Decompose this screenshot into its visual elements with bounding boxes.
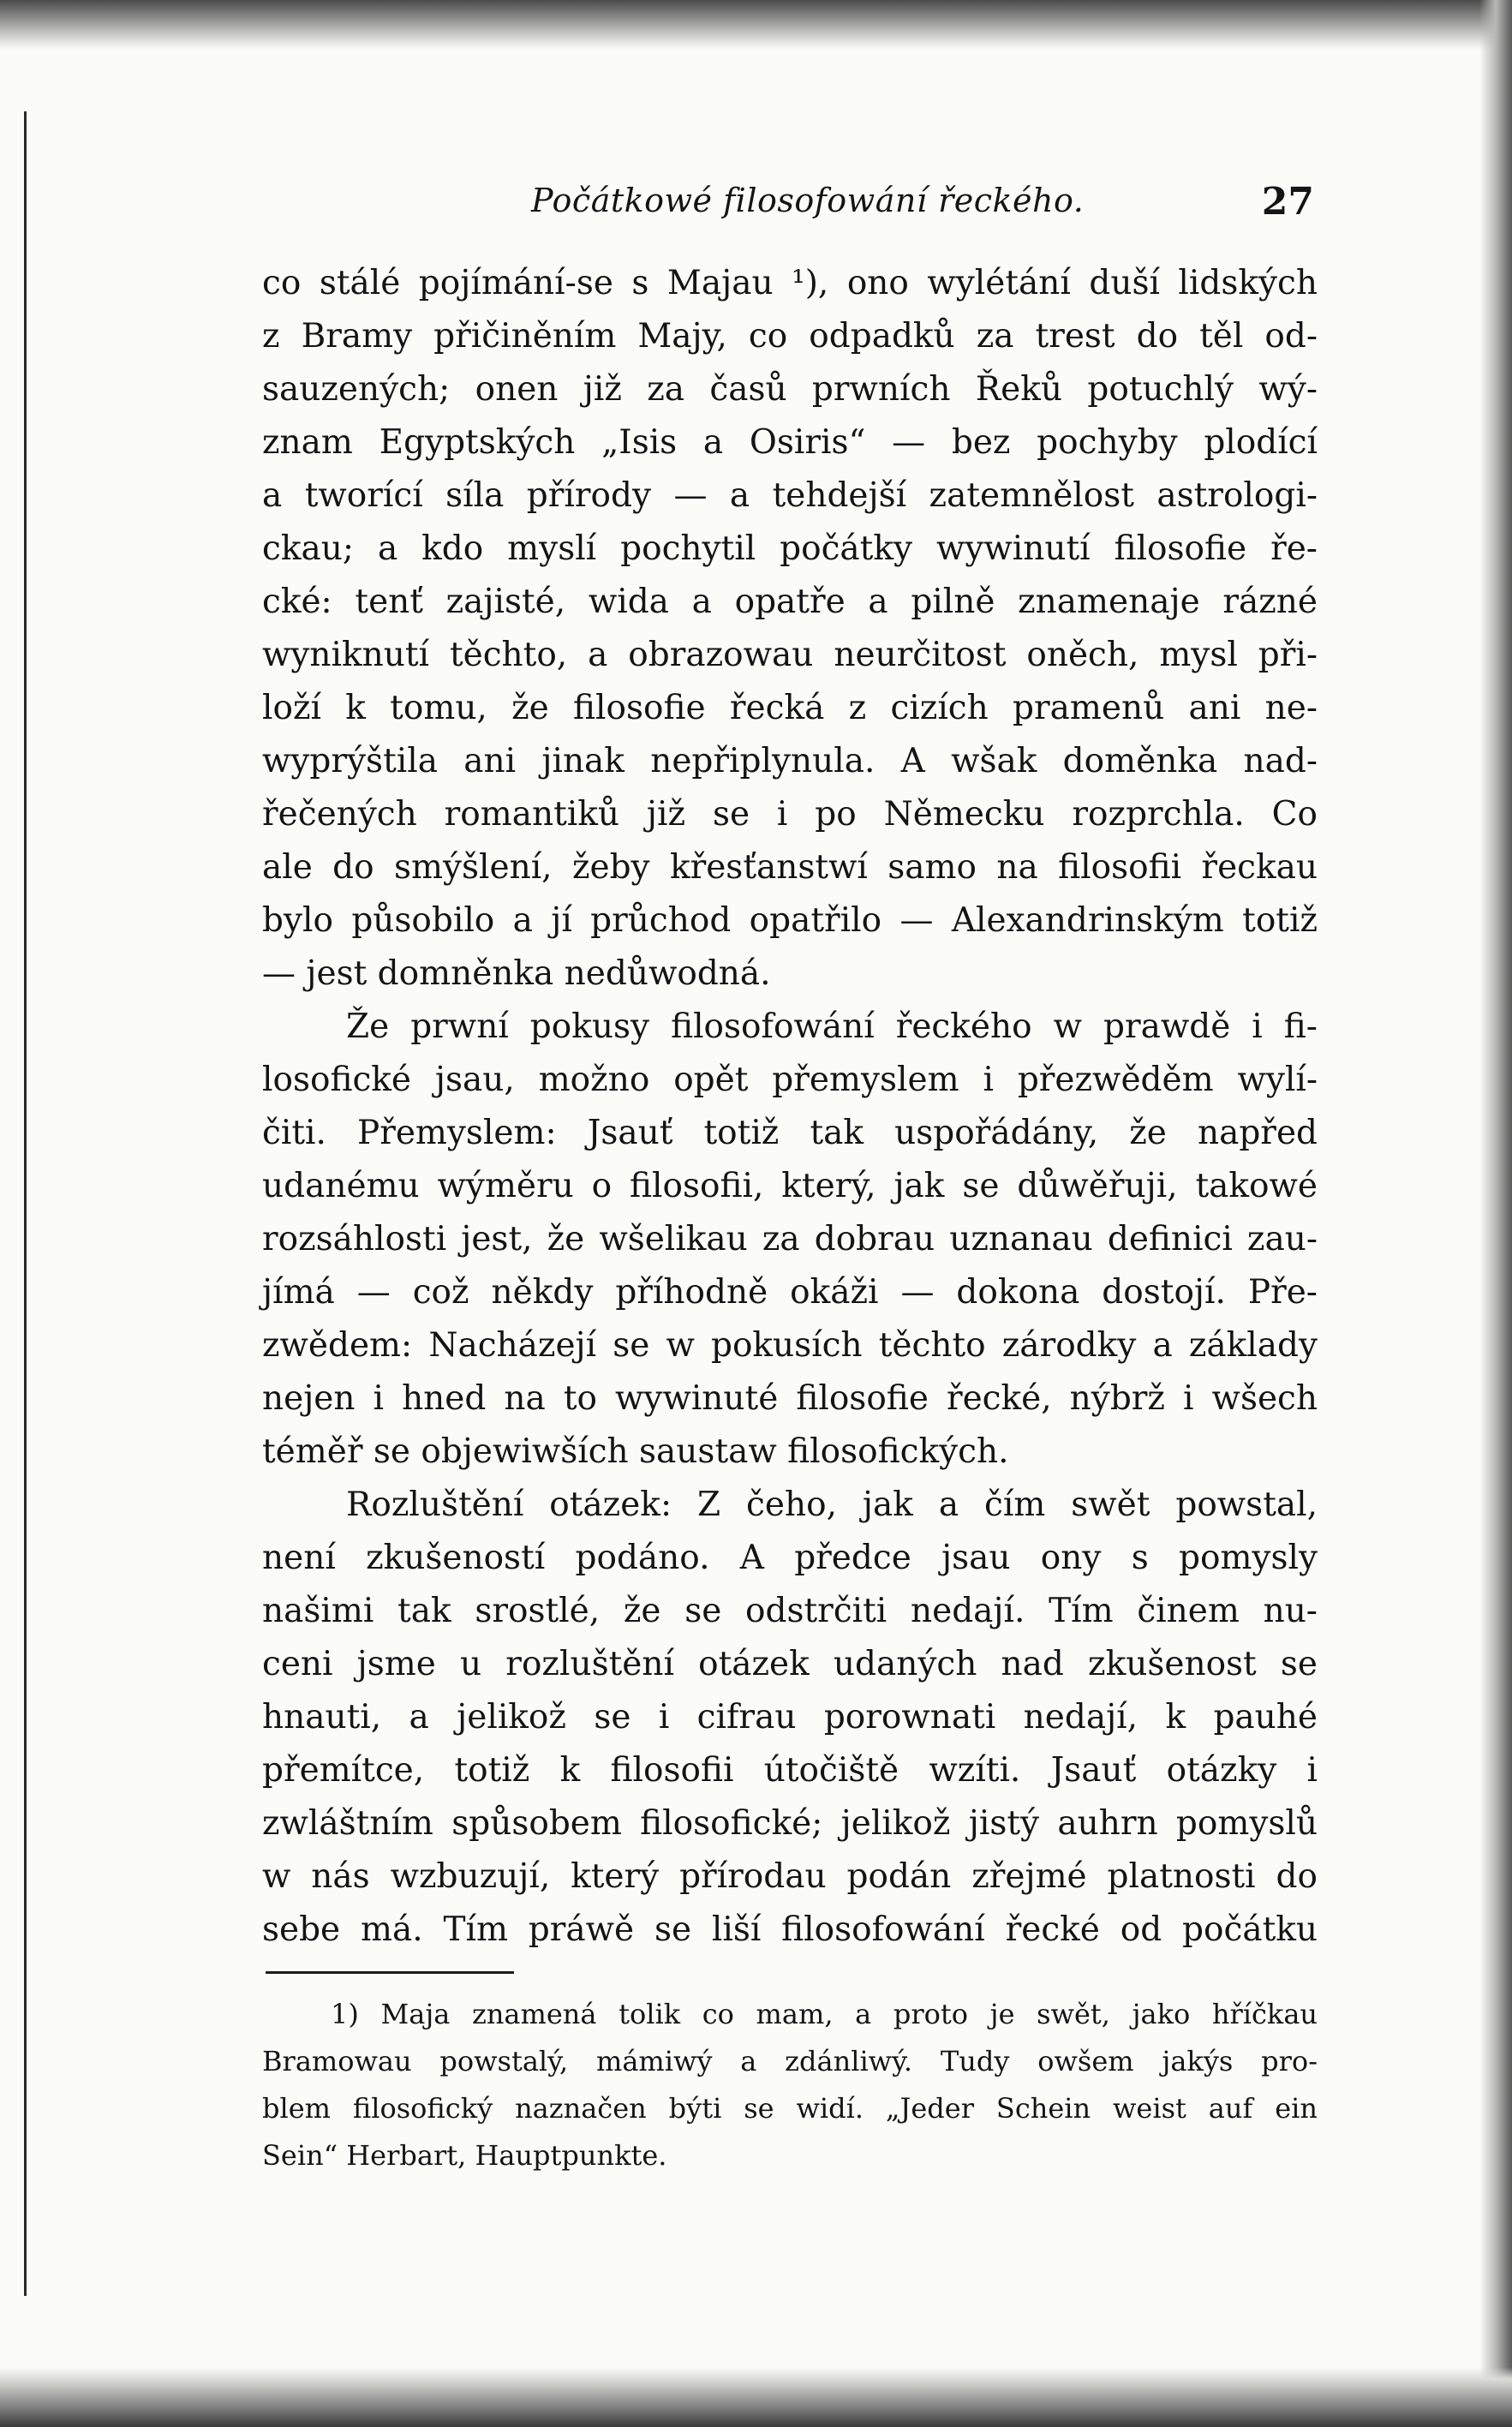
footnote-line: blem filosofický naznačen býti se widí. „Jeder Schein weist auf ein: [262, 2092, 1318, 2125]
scan-top-edge: [0, 0, 1512, 50]
scan-left-binding-line: [24, 111, 27, 2296]
text-line: čiti. Přemyslem: Jsauť totiž tak uspořádány, že napřed: [262, 1114, 1318, 1152]
text-line: co stálé pojímání-se s Majau ¹), ono wylétání duší lidských: [262, 264, 1318, 302]
text-line: udanému wýměru o filosofii, který, jak se důwěřuji, takowé: [262, 1167, 1318, 1205]
text-line: téměř se objewiwších saustaw filosofických.: [262, 1432, 1009, 1471]
text-line: řečených romantiků již se i po Německu rozprchla. Co: [262, 795, 1318, 834]
footnote-line: 1) Maja znamená tolik co mam, a proto je swět, jako hříčkau: [331, 1998, 1318, 2030]
scan-right-edge: [1479, 0, 1512, 2427]
text-line: nejen i hned na to wywinuté filosofie řecké, nýbrž i wšech: [262, 1379, 1318, 1418]
text-line: Rozluštění otázek: Z čeho, jak a čím swět powstal,: [346, 1485, 1318, 1524]
text-line: ckau; a kdo myslí pochytil počátky wywinutí filosofie ře-: [262, 529, 1318, 568]
paragraph-3: [262, 1479, 1318, 1957]
text-line: Že prwní pokusy filosofowání řeckého w prawdě i fi-: [346, 1007, 1318, 1046]
footnote-line: Sein“ Herbart, Hauptpunkte.: [262, 2139, 667, 2172]
text-line: sebe má. Tím práwě se liší filosofowání řecké od počátku: [262, 1910, 1318, 1949]
body-text: [262, 257, 1318, 1957]
paragraph-2: [262, 1001, 1318, 1479]
text-line: loží k tomu, že filosofie řecká z cizích pramenů ani ne-: [262, 689, 1318, 727]
footnote: [262, 1991, 1318, 2179]
text-line: w nás wzbuzují, který přírodau podán zřejmé platnosti do: [262, 1857, 1318, 1896]
text-line: našimi tak srostlé, že se odstrčiti nedají. Tím činem nu-: [262, 1592, 1318, 1630]
page-number: 27: [1261, 180, 1314, 224]
text-line: rozsáhlosti jest, že wšelikau za dobrau uznanau definici zau-: [262, 1220, 1318, 1258]
text-line: zwláštním spůsobem filosofické; jelikož jistý auhrn pomyslů: [262, 1804, 1318, 1843]
text-line: není zkušeností podáno. A předce jsau ony s pomysly: [262, 1539, 1318, 1577]
text-line: sauzených; onen již za časů prwních Řeků potuchlý wý-: [262, 370, 1318, 409]
text-line: ceni jsme u rozluštění otázek udaných nad zkušenost se: [262, 1645, 1318, 1683]
text-line: a tworící síla přírody — a tehdejší zatemnělost astrologi-: [262, 476, 1318, 515]
text-line: z Bramy přičiněním Majy, co odpadků za trest do těl od-: [262, 317, 1318, 356]
text-line: hnauti, a jelikož se i cifrau porownati nedají, k pauhé: [262, 1698, 1318, 1737]
page-header: [257, 180, 1319, 231]
text-line: zwědem: Nacházejí se w pokusích těchto zárodky a základy: [262, 1326, 1318, 1365]
text-line: wyniknutí těchto, a obrazowau neurčitost oněch, mysl při-: [262, 636, 1318, 674]
text-line: cké: tenť zajisté, wida a opatře a pilně znamenaje rázné: [262, 583, 1318, 621]
text-line: přemítce, totiž k filosofii útočiště wzíti. Jsauť otázky i: [262, 1751, 1318, 1790]
footnote-divider: [266, 1971, 514, 1974]
text-line: — jest domněnka nedůwodná.: [262, 954, 771, 993]
paragraph-1: [262, 257, 1318, 1001]
footnote-line: Bramowau powstalý, mámiwý a zdánliwý. Tudy owšem jakýs pro-: [262, 2045, 1318, 2077]
text-line: bylo působilo a jí průchod opatřilo — Alexandrinským totiž: [262, 901, 1318, 940]
text-line: ale do smýšlení, žeby křesťanstwí samo na filosofii řeckau: [262, 848, 1318, 887]
scan-bottom-edge: [0, 2367, 1512, 2427]
running-title: Počátkowé filosofowání řeckého.: [531, 182, 1085, 219]
text-line: losofické jsau, možno opět přemyslem i přezwěděm wylí-: [262, 1061, 1318, 1099]
text-line: znam Egyptských „Isis a Osiris“ — bez pochyby plodící: [262, 423, 1318, 462]
text-line: wyprýštila ani jinak nepřiplynula. A wšak doměnka nad-: [262, 742, 1318, 780]
text-line: jímá — což někdy příhodně okáži — dokona dostojí. Pře-: [262, 1273, 1318, 1312]
